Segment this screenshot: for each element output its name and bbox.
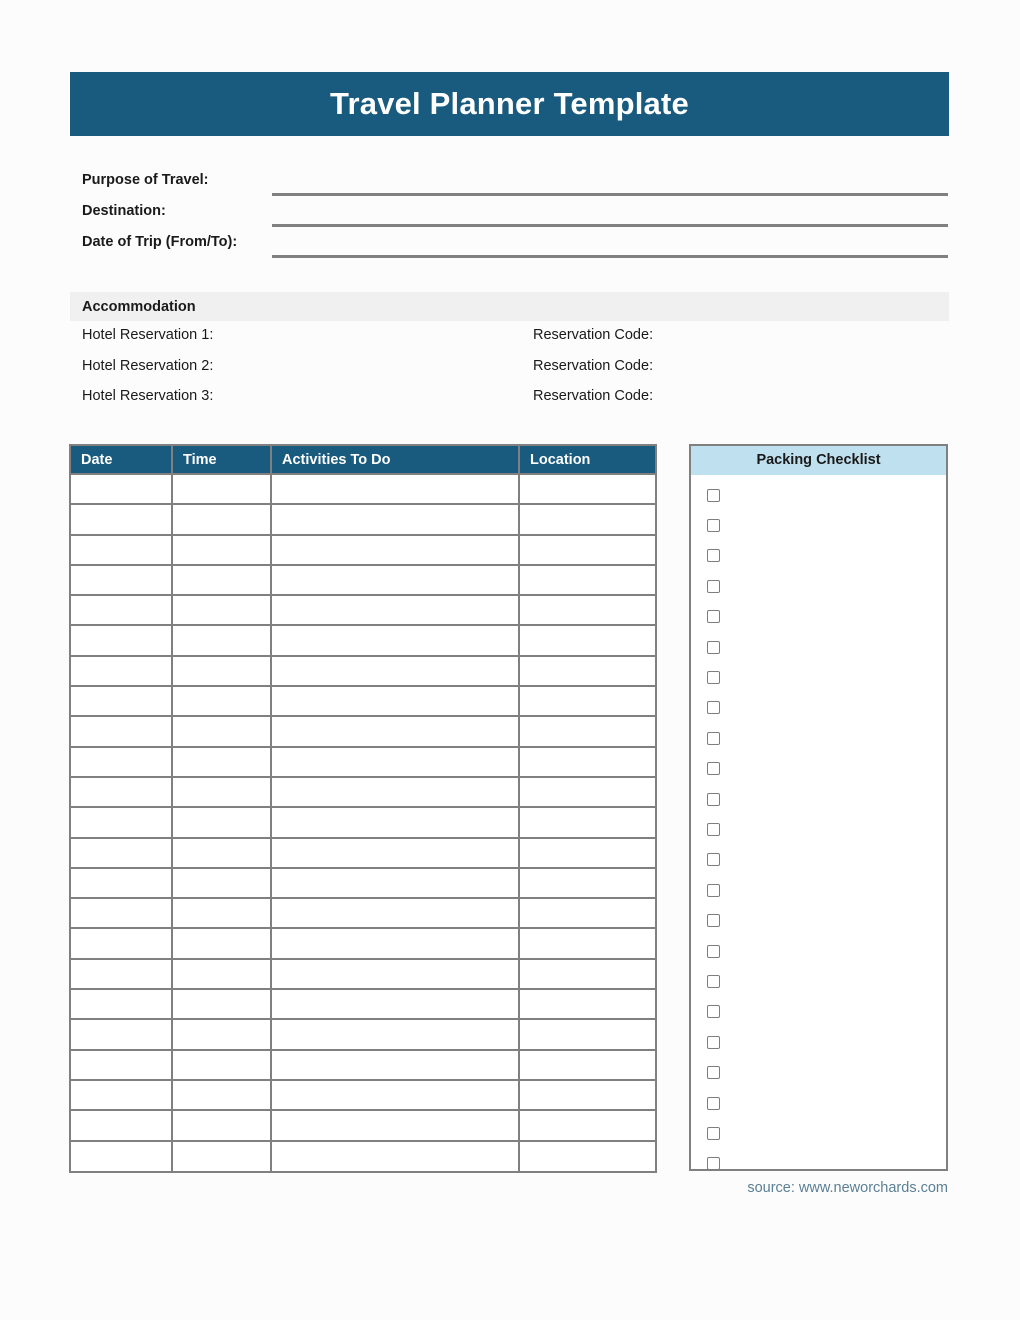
itinerary-cell-activity[interactable] <box>271 595 519 625</box>
list-item[interactable] <box>691 784 946 814</box>
itinerary-column-header-date: Date <box>71 446 172 474</box>
itinerary-cell-time[interactable] <box>172 959 271 989</box>
itinerary-cell-activity[interactable] <box>271 1080 519 1110</box>
table-row <box>71 747 655 777</box>
itinerary-cell-time[interactable] <box>172 1050 271 1080</box>
itinerary-cell-time[interactable] <box>172 595 271 625</box>
checkbox-icon[interactable] <box>707 701 720 714</box>
list-item[interactable] <box>691 1149 946 1179</box>
checkbox-icon[interactable] <box>707 1066 720 1079</box>
itinerary-cell-date[interactable] <box>71 1050 172 1080</box>
table-row <box>71 777 655 807</box>
reservation-code-label: Reservation Code: <box>533 388 654 404</box>
itinerary-cell-date[interactable] <box>71 535 172 565</box>
itinerary-cell-date[interactable] <box>71 868 172 898</box>
table-row <box>71 1019 655 1049</box>
itinerary-cell-time[interactable] <box>172 535 271 565</box>
itinerary-column-header-time: Time <box>172 446 271 474</box>
accommodation-row <box>70 387 949 418</box>
list-item[interactable] <box>691 723 946 753</box>
checkbox-icon[interactable] <box>707 519 720 532</box>
itinerary-cell-time[interactable] <box>172 686 271 716</box>
trip-info-row <box>70 201 949 232</box>
itinerary-cell-time[interactable] <box>172 474 271 504</box>
reservation-code-label: Reservation Code: <box>533 327 654 343</box>
source-attribution: source: www.neworchards.com <box>747 1180 948 1196</box>
itinerary-cell-time[interactable] <box>172 747 271 777</box>
hotel-reservation-label: Hotel Reservation 1: <box>82 327 214 343</box>
checkbox-icon[interactable] <box>707 853 720 866</box>
itinerary-cell-location[interactable] <box>519 1019 655 1049</box>
list-item[interactable] <box>691 966 946 996</box>
itinerary-cell-activity[interactable] <box>271 474 519 504</box>
checkbox-icon[interactable] <box>707 732 720 745</box>
itinerary-cell-activity[interactable] <box>271 565 519 595</box>
trip-info-row <box>70 170 949 201</box>
checkbox-icon[interactable] <box>707 549 720 562</box>
hotel-reservation-label: Hotel Reservation 3: <box>82 388 214 404</box>
itinerary-table-body <box>71 474 655 1171</box>
itinerary-cell-date[interactable] <box>71 1110 172 1140</box>
table-row <box>71 565 655 595</box>
list-item[interactable] <box>691 754 946 784</box>
itinerary-cell-time[interactable] <box>172 777 271 807</box>
itinerary-cell-location[interactable] <box>519 807 655 837</box>
list-item[interactable] <box>691 632 946 662</box>
itinerary-cell-location[interactable] <box>519 504 655 534</box>
itinerary-cell-date[interactable] <box>71 898 172 928</box>
table-row <box>71 656 655 686</box>
list-item[interactable] <box>691 997 946 1027</box>
checkbox-icon[interactable] <box>707 1127 720 1140</box>
itinerary-cell-time[interactable] <box>172 1019 271 1049</box>
checkbox-icon[interactable] <box>707 975 720 988</box>
list-item[interactable] <box>691 1088 946 1118</box>
reservation-code-label: Reservation Code: <box>533 357 654 374</box>
accommodation-rows <box>70 326 949 418</box>
itinerary-column-header-activity: Activities To Do <box>271 446 519 474</box>
list-item[interactable] <box>691 845 946 875</box>
list-item[interactable] <box>691 662 946 692</box>
itinerary-cell-time[interactable] <box>172 1110 271 1140</box>
itinerary-cell-activity[interactable] <box>271 989 519 1019</box>
itinerary-cell-location[interactable] <box>519 989 655 1019</box>
itinerary-cell-activity[interactable] <box>271 535 519 565</box>
table-row <box>71 474 655 504</box>
itinerary-cell-time[interactable] <box>172 656 271 686</box>
list-item[interactable] <box>691 1118 946 1148</box>
itinerary-cell-activity[interactable] <box>271 686 519 716</box>
table-row <box>71 838 655 868</box>
itinerary-cell-date[interactable] <box>71 777 172 807</box>
itinerary-cell-time[interactable] <box>172 838 271 868</box>
itinerary-header-row <box>71 446 655 474</box>
checkbox-icon[interactable] <box>707 1036 720 1049</box>
itinerary-cell-time[interactable] <box>172 504 271 534</box>
itinerary-cell-date[interactable] <box>71 625 172 655</box>
list-item[interactable] <box>691 480 946 510</box>
itinerary-cell-time[interactable] <box>172 989 271 1019</box>
checkbox-icon[interactable] <box>707 914 720 927</box>
itinerary-cell-location[interactable] <box>519 686 655 716</box>
itinerary-cell-activity[interactable] <box>271 625 519 655</box>
itinerary-cell-location[interactable] <box>519 959 655 989</box>
table-row <box>71 686 655 716</box>
itinerary-cell-time[interactable] <box>172 898 271 928</box>
itinerary-cell-activity[interactable] <box>271 868 519 898</box>
packing-checklist-panel <box>689 444 948 1171</box>
checkbox-icon[interactable] <box>707 1005 720 1018</box>
itinerary-cell-location[interactable] <box>519 474 655 504</box>
checkbox-icon[interactable] <box>707 1097 720 1110</box>
itinerary-cell-time[interactable] <box>172 868 271 898</box>
itinerary-cell-date[interactable] <box>71 959 172 989</box>
itinerary-cell-activity[interactable] <box>271 747 519 777</box>
table-row <box>71 807 655 837</box>
itinerary-cell-activity[interactable] <box>271 1110 519 1140</box>
table-row <box>71 595 655 625</box>
itinerary-cell-time[interactable] <box>172 1141 271 1171</box>
itinerary-cell-activity[interactable] <box>271 716 519 746</box>
itinerary-cell-activity[interactable] <box>271 1019 519 1049</box>
itinerary-cell-activity[interactable] <box>271 1050 519 1080</box>
list-item[interactable] <box>691 1057 946 1087</box>
packing-checklist-title: Packing Checklist <box>756 452 881 468</box>
itinerary-cell-location[interactable] <box>519 716 655 746</box>
list-item[interactable] <box>691 814 946 844</box>
table-row <box>71 959 655 989</box>
itinerary-table <box>71 446 655 1171</box>
checkbox-icon[interactable] <box>707 793 720 806</box>
table-row <box>71 1050 655 1080</box>
trip-info-label: Purpose of Travel: <box>82 172 209 188</box>
page-title: Travel Planner Template <box>330 86 689 121</box>
itinerary-column-header-location: Location <box>519 446 655 474</box>
itinerary-cell-date[interactable] <box>71 1019 172 1049</box>
itinerary-cell-location[interactable] <box>519 1141 655 1171</box>
itinerary-cell-activity[interactable] <box>271 959 519 989</box>
table-row <box>71 989 655 1019</box>
list-item[interactable] <box>691 693 946 723</box>
list-item[interactable] <box>691 571 946 601</box>
accommodation-section-header <box>70 292 949 321</box>
accommodation-section-title: Accommodation <box>82 298 196 315</box>
itinerary-cell-location[interactable] <box>519 777 655 807</box>
itinerary-cell-location[interactable] <box>519 898 655 928</box>
itinerary-cell-time[interactable] <box>172 565 271 595</box>
itinerary-cell-location[interactable] <box>519 838 655 868</box>
table-row <box>71 716 655 746</box>
accommodation-row <box>70 326 949 357</box>
itinerary-cell-date[interactable] <box>71 928 172 958</box>
packing-checklist-body <box>691 475 946 1179</box>
list-item[interactable] <box>691 936 946 966</box>
trip-info-input-line[interactable] <box>272 255 948 258</box>
itinerary-cell-location[interactable] <box>519 1110 655 1140</box>
table-row <box>71 535 655 565</box>
itinerary-cell-date[interactable] <box>71 747 172 777</box>
table-row <box>71 868 655 898</box>
itinerary-cell-date[interactable] <box>71 838 172 868</box>
itinerary-cell-date[interactable] <box>71 686 172 716</box>
list-item[interactable] <box>691 1027 946 1057</box>
trip-info-row <box>70 232 949 263</box>
itinerary-cell-activity[interactable] <box>271 838 519 868</box>
trip-info-input-line[interactable] <box>272 193 948 196</box>
itinerary-cell-activity[interactable] <box>271 504 519 534</box>
itinerary-cell-date[interactable] <box>71 989 172 1019</box>
itinerary-cell-location[interactable] <box>519 747 655 777</box>
checkbox-icon[interactable] <box>707 1157 720 1170</box>
checkbox-icon[interactable] <box>707 580 720 593</box>
itinerary-cell-activity[interactable] <box>271 1141 519 1171</box>
itinerary-cell-activity[interactable] <box>271 807 519 837</box>
itinerary-cell-location[interactable] <box>519 656 655 686</box>
checkbox-icon[interactable] <box>707 762 720 775</box>
trip-info-label: Destination: <box>82 203 166 219</box>
checkbox-icon[interactable] <box>707 610 720 623</box>
trip-info-section <box>70 170 949 263</box>
packing-checklist-header <box>691 446 946 475</box>
itinerary-table-head <box>71 446 655 474</box>
itinerary-cell-date[interactable] <box>71 1141 172 1171</box>
checkbox-icon[interactable] <box>707 884 720 897</box>
table-row <box>71 1110 655 1140</box>
trip-info-input-line[interactable] <box>272 224 948 227</box>
accommodation-row <box>70 357 949 388</box>
itinerary-cell-time[interactable] <box>172 1080 271 1110</box>
itinerary-cell-location[interactable] <box>519 868 655 898</box>
itinerary-cell-location[interactable] <box>519 535 655 565</box>
itinerary-cell-date[interactable] <box>71 1080 172 1110</box>
table-row <box>71 625 655 655</box>
itinerary-cell-activity[interactable] <box>271 898 519 928</box>
list-item[interactable] <box>691 541 946 571</box>
itinerary-table-wrapper <box>69 444 657 1173</box>
itinerary-cell-location[interactable] <box>519 1050 655 1080</box>
table-row <box>71 1080 655 1110</box>
table-row <box>71 504 655 534</box>
itinerary-cell-date[interactable] <box>71 595 172 625</box>
itinerary-cell-time[interactable] <box>172 807 271 837</box>
list-item[interactable] <box>691 602 946 632</box>
hotel-reservation-label: Hotel Reservation 2: <box>82 357 214 374</box>
list-item[interactable] <box>691 510 946 540</box>
itinerary-cell-time[interactable] <box>172 716 271 746</box>
itinerary-cell-time[interactable] <box>172 625 271 655</box>
list-item[interactable] <box>691 875 946 905</box>
table-row <box>71 1141 655 1171</box>
checkbox-icon[interactable] <box>707 489 720 502</box>
itinerary-cell-activity[interactable] <box>271 928 519 958</box>
itinerary-cell-date[interactable] <box>71 656 172 686</box>
list-item[interactable] <box>691 905 946 935</box>
itinerary-cell-activity[interactable] <box>271 656 519 686</box>
itinerary-cell-time[interactable] <box>172 928 271 958</box>
table-row <box>71 928 655 958</box>
itinerary-cell-location[interactable] <box>519 625 655 655</box>
itinerary-cell-date[interactable] <box>71 716 172 746</box>
itinerary-cell-location[interactable] <box>519 1080 655 1110</box>
itinerary-cell-date[interactable] <box>71 565 172 595</box>
trip-info-label: Date of Trip (From/To): <box>82 234 238 250</box>
table-row <box>71 898 655 928</box>
itinerary-cell-date[interactable] <box>71 807 172 837</box>
checkbox-icon[interactable] <box>707 671 720 684</box>
itinerary-cell-location[interactable] <box>519 565 655 595</box>
itinerary-cell-date[interactable] <box>71 504 172 534</box>
itinerary-cell-location[interactable] <box>519 928 655 958</box>
checkbox-icon[interactable] <box>707 641 720 654</box>
itinerary-cell-location[interactable] <box>519 595 655 625</box>
checkbox-icon[interactable] <box>707 945 720 958</box>
itinerary-cell-activity[interactable] <box>271 777 519 807</box>
itinerary-cell-date[interactable] <box>71 474 172 504</box>
checkbox-icon[interactable] <box>707 823 720 836</box>
page-title-banner <box>70 72 949 136</box>
